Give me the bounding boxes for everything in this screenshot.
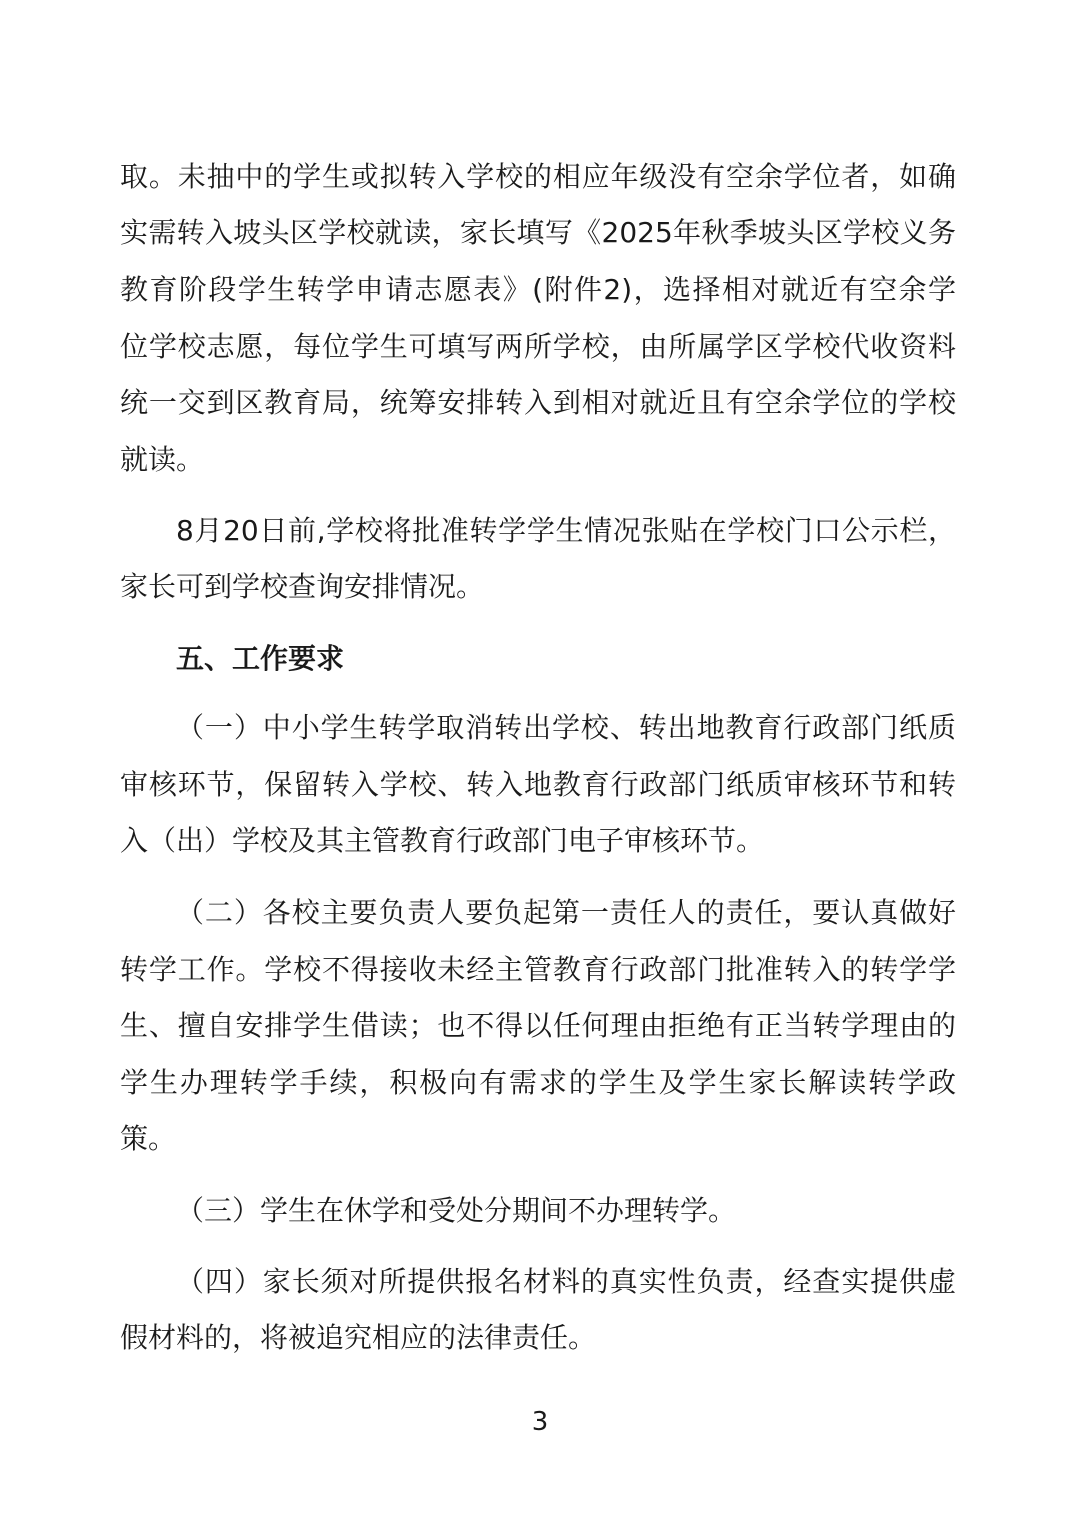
page-number: 3	[531, 1407, 549, 1437]
body-text-line: 家长可到学校查询安排情况。	[120, 570, 485, 603]
body-text-line: 假材料的，将被追究相应的法律责任。	[120, 1321, 597, 1354]
section-heading: 五、工作要求	[176, 642, 345, 675]
body-text-line: 生、擅自安排学生借读；也不得以任何理由拒绝有正当转学理由的	[120, 1009, 956, 1042]
body-text-line: 学生办理转学手续，积极向有需求的学生及学生家长解读转学政	[120, 1066, 956, 1099]
body-text-line: 位学校志愿，每位学生可填写两所学校，由所属学区学校代收资料	[120, 330, 956, 363]
body-text-line: 取。未抽中的学生或拟转入学校的相应年级没有空余学位者，如确	[120, 160, 956, 193]
body-text-line: 教育阶段学生转学申请志愿表》(附件2)，选择相对就近有空余学	[120, 273, 956, 306]
body-text-line: 转学工作。学校不得接收未经主管教育行政部门批准转入的转学学	[120, 953, 956, 986]
body-text-line: （四）家长须对所提供报名材料的真实性负责，经查实提供虚	[176, 1265, 956, 1298]
body-text-line: 就读。	[120, 443, 205, 476]
body-text-line: （一）中小学生转学取消转出学校、转出地教育行政部门纸质	[176, 711, 956, 744]
body-text-line: 审核环节，保留转入学校、转入地教育行政部门纸质审核环节和转	[120, 768, 956, 801]
body-text-line: 8月20日前,学校将批准转学学生情况张贴在学校门口公示栏，	[176, 514, 956, 547]
body-text-line: 策。	[120, 1122, 177, 1155]
body-text-line: 入（出）学校及其主管教育行政部门电子审核环节。	[120, 824, 765, 857]
body-text-line: （二）各校主要负责人要负起第一责任人的责任，要认真做好	[176, 896, 956, 929]
body-text-line: （三）学生在休学和受处分期间不办理转学。	[176, 1194, 737, 1227]
body-text-line: 实需转入坡头区学校就读，家长填写《2025年秋季坡头区学校义务	[120, 216, 956, 249]
body-text-line: 统一交到区教育局，统筹安排转入到相对就近且有空余学位的学校	[120, 386, 956, 419]
